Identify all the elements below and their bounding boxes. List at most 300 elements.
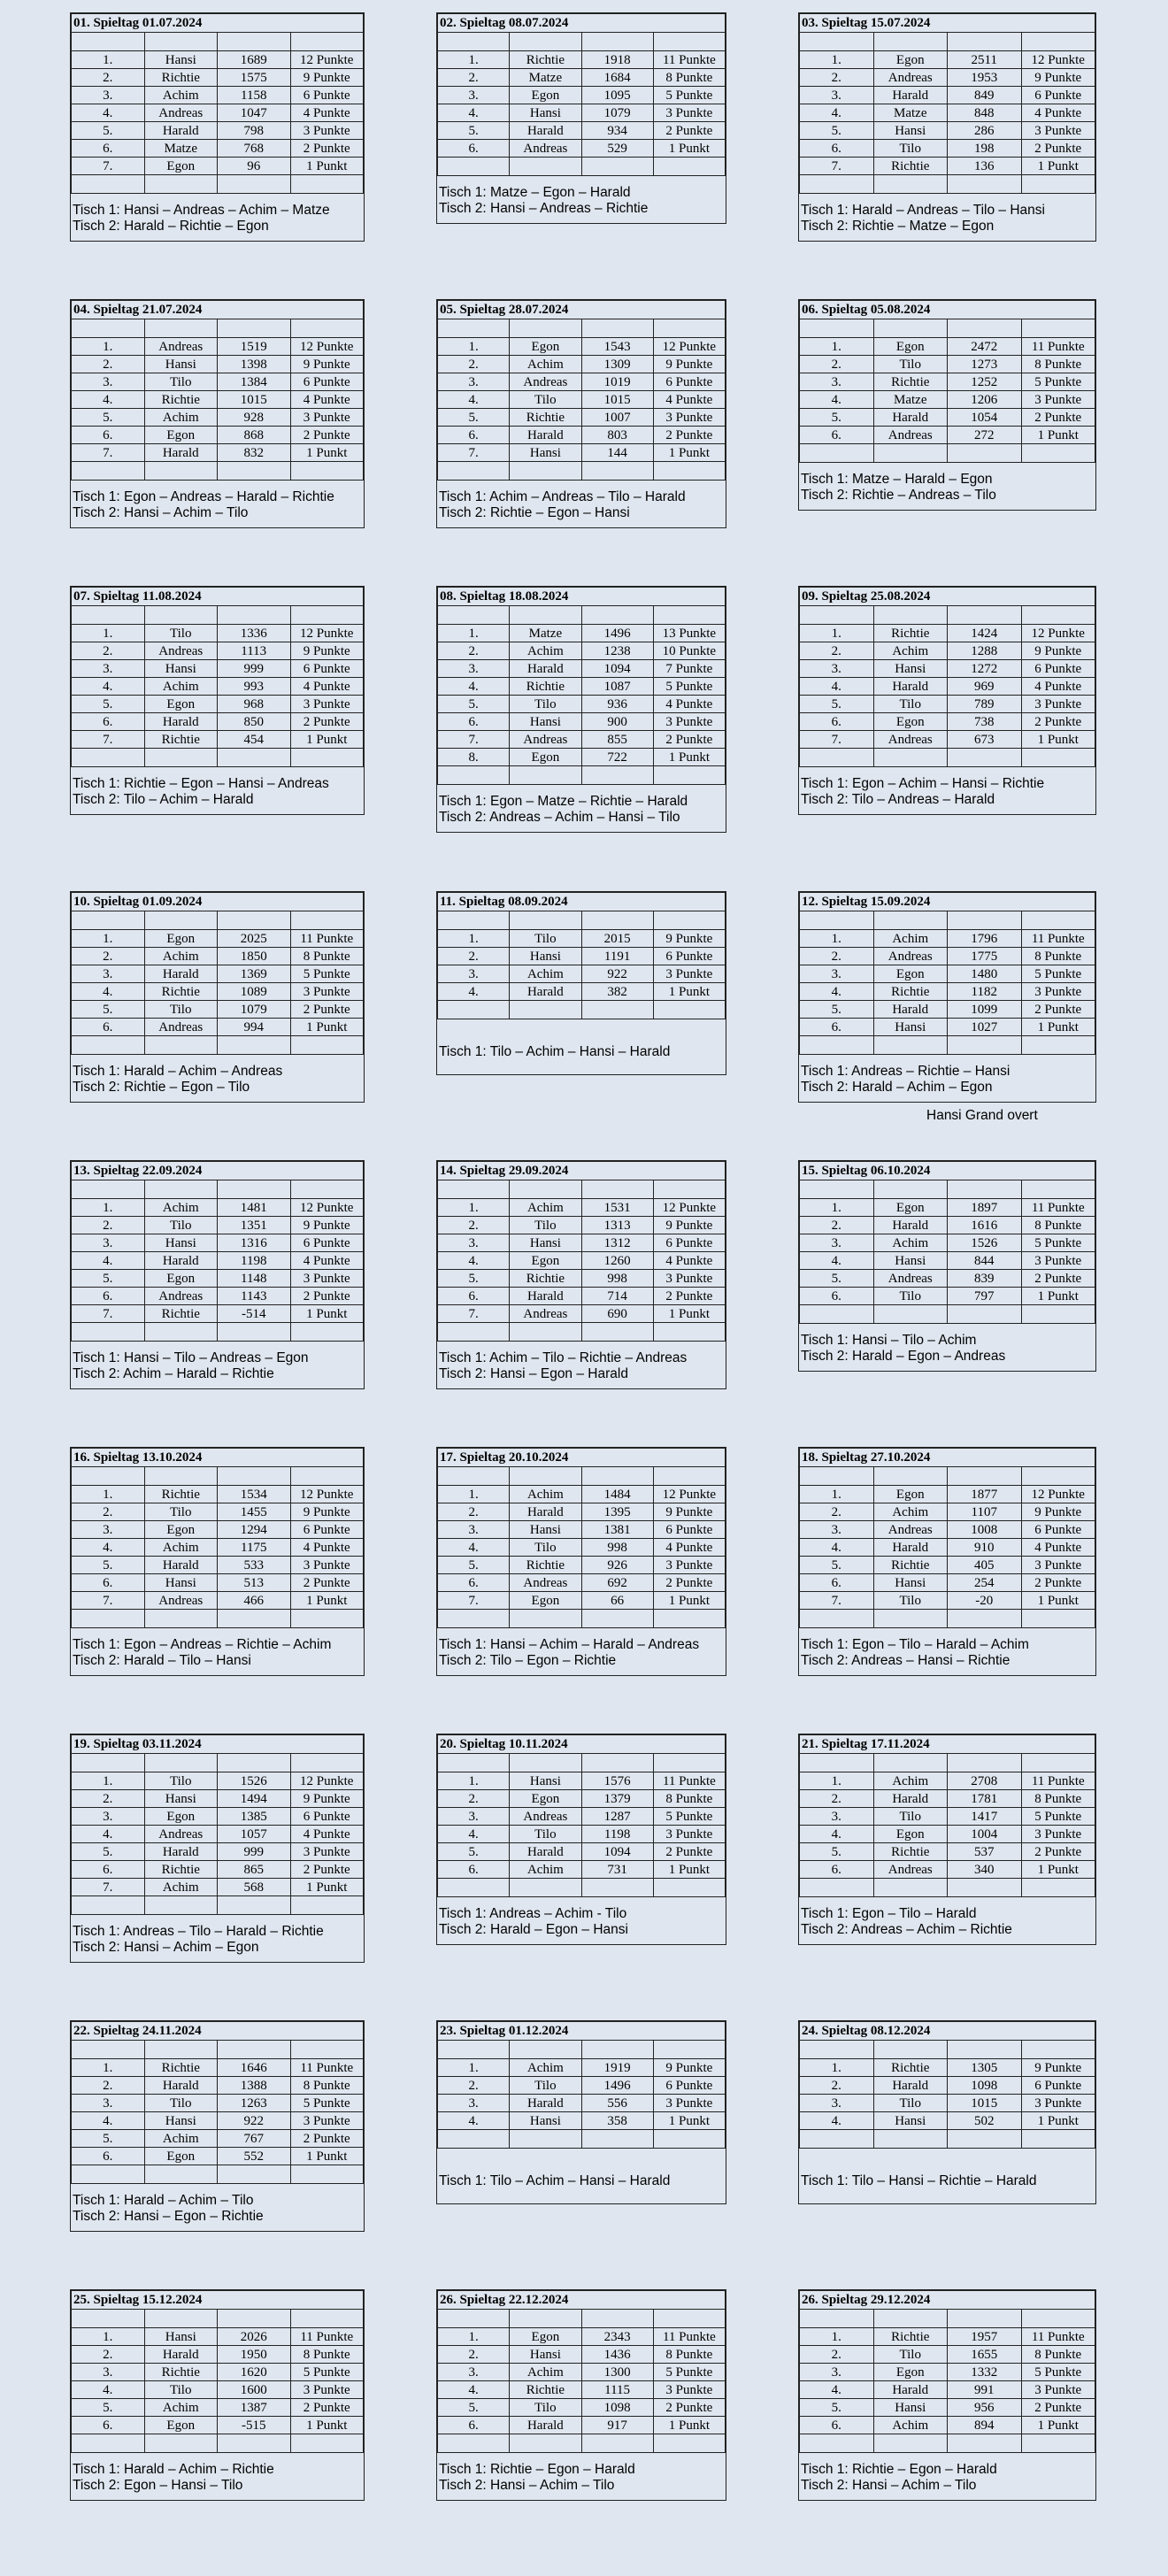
blank-row: [72, 462, 364, 481]
points-cell: 9 Punkte: [1021, 69, 1095, 87]
tisch-line: Tisch 2: Andreas – Achim – Hansi – Tilo: [439, 810, 680, 825]
blank-row: [800, 319, 1095, 338]
spieltag-card: [436, 1734, 726, 1945]
table-assignment: [799, 1055, 1095, 1102]
rank-cell: 2.: [438, 2346, 510, 2364]
player-cell: Richtie: [510, 2381, 581, 2399]
player-cell: Andreas: [144, 104, 218, 122]
table-row: [438, 69, 726, 87]
rank-cell: 2.: [438, 1503, 510, 1521]
player-cell: Richtie: [873, 373, 948, 391]
results-table: [71, 300, 364, 481]
empty-cell: [144, 1180, 218, 1199]
table-row: [800, 2399, 1095, 2417]
player-cell: Harald: [144, 122, 218, 140]
blank-row: [72, 1036, 364, 1055]
table-row: [438, 1305, 726, 1323]
points-cell: 9 Punkte: [290, 69, 364, 87]
score-cell: 1198: [581, 1826, 653, 1843]
empty-cell: [948, 1305, 1022, 1324]
empty-cell: [1021, 1036, 1095, 1055]
empty-cell: [218, 2310, 291, 2328]
player-cell: Richtie: [873, 625, 948, 642]
player-cell: Achim: [144, 1879, 218, 1896]
score-cell: 928: [218, 409, 291, 427]
empty-cell: [948, 33, 1022, 51]
table-row: [438, 2059, 726, 2077]
rank-cell: 5.: [72, 122, 145, 140]
table-assignment: [437, 1897, 726, 1944]
score-cell: 900: [581, 713, 653, 731]
player-cell: Achim: [144, 87, 218, 104]
points-cell: 9 Punkte: [653, 2059, 725, 2077]
player-cell: Achim: [510, 965, 581, 983]
points-cell: 6 Punkte: [653, 373, 725, 391]
spieltag-title: 13. Spieltag 22.09.2024: [72, 1162, 364, 1180]
score-cell: 738: [948, 713, 1022, 731]
tisch-line: Tisch 2: Harald – Tilo – Hansi: [73, 1653, 251, 1668]
player-cell: Hansi: [144, 51, 218, 69]
rank-cell: 8.: [438, 749, 510, 766]
empty-cell: [290, 1754, 364, 1772]
table-row: [438, 625, 726, 642]
score-cell: 803: [581, 427, 653, 444]
tisch-line: Tisch 1: Achim – Andreas – Tilo – Harald: [439, 489, 686, 504]
rank-cell: 4.: [72, 104, 145, 122]
table-row: [438, 2399, 726, 2417]
score-cell: 722: [581, 749, 653, 766]
table-row: [438, 1270, 726, 1288]
rank-cell: 6.: [800, 1288, 874, 1305]
rank-cell: 4.: [72, 1539, 145, 1557]
player-cell: Harald: [873, 2077, 948, 2095]
tisch-line: Tisch 2: Hansi – Achim – Tilo: [439, 2478, 615, 2493]
rank-cell: 6.: [438, 1288, 510, 1305]
player-cell: Tilo: [873, 2346, 948, 2364]
table-row: [800, 1772, 1095, 1790]
score-cell: 969: [948, 678, 1022, 696]
table-row: [800, 965, 1095, 983]
blank-row: [800, 2310, 1095, 2328]
table-row: [72, 1288, 364, 1305]
tisch-line: Tisch 2: Hansi – Andreas – Richtie: [439, 201, 649, 216]
empty-cell: [144, 2165, 218, 2184]
tisch-line: Tisch 2: Hansi – Achim – Egon: [73, 1940, 259, 1955]
table-row: [438, 1288, 726, 1305]
empty-cell: [510, 33, 581, 51]
spieltag-title: 09. Spieltag 25.08.2024: [800, 588, 1095, 606]
rank-cell: 1.: [438, 2059, 510, 2077]
table-row: [800, 1521, 1095, 1539]
player-cell: Tilo: [873, 1288, 948, 1305]
rank-cell: 1.: [438, 1772, 510, 1790]
rank-cell: 7.: [438, 731, 510, 749]
player-cell: Egon: [144, 1521, 218, 1539]
tisch-line: Tisch 2: Egon – Hansi – Tilo: [73, 2478, 243, 2493]
empty-cell: [873, 1754, 948, 1772]
rank-cell: 4.: [438, 2112, 510, 2130]
score-cell: 1918: [581, 51, 653, 69]
rank-cell: 1.: [72, 2328, 145, 2346]
player-cell: Tilo: [510, 391, 581, 409]
rank-cell: 3.: [800, 2095, 874, 2112]
empty-cell: [144, 1323, 218, 1342]
spieltag-title: 16. Spieltag 13.10.2024: [72, 1449, 364, 1467]
score-cell: 1300: [581, 2364, 653, 2381]
results-table: [71, 892, 364, 1055]
score-cell: 1191: [581, 948, 653, 965]
results-table: [799, 1734, 1095, 1897]
score-cell: 1481: [218, 1199, 291, 1217]
rank-cell: 2.: [72, 69, 145, 87]
player-cell: Achim: [144, 2399, 218, 2417]
player-cell: Hansi: [873, 2112, 948, 2130]
score-cell: 1877: [948, 1486, 1022, 1503]
spieltag-card: [436, 1447, 726, 1676]
points-cell: 3 Punkte: [653, 104, 725, 122]
score-cell: 1381: [581, 1521, 653, 1539]
empty-cell: [948, 444, 1022, 463]
player-cell: Andreas: [873, 1270, 948, 1288]
table-row: [800, 409, 1095, 427]
player-cell: Tilo: [873, 140, 948, 158]
points-cell: 11 Punkte: [653, 1772, 725, 1790]
rank-cell: 3.: [72, 373, 145, 391]
score-cell: 1388: [218, 2077, 291, 2095]
empty-cell: [873, 2130, 948, 2149]
score-cell: 1057: [218, 1826, 291, 1843]
rank-cell: 4.: [800, 1539, 874, 1557]
points-cell: 2 Punkte: [290, 140, 364, 158]
player-cell: Achim: [144, 1199, 218, 1217]
empty-cell: [218, 175, 291, 194]
blank-row: [800, 33, 1095, 51]
player-cell: Hansi: [873, 1252, 948, 1270]
rank-cell: 5.: [438, 409, 510, 427]
empty-cell: [653, 1467, 725, 1486]
score-cell: 1272: [948, 660, 1022, 678]
rank-cell: 3.: [800, 1808, 874, 1826]
points-cell: 8 Punkte: [1021, 1790, 1095, 1808]
score-cell: 358: [581, 2112, 653, 2130]
blank-row: [72, 33, 364, 51]
tisch-line: Tisch 1: Andreas – Tilo – Harald – Richtie: [73, 1924, 324, 1939]
score-cell: 1600: [218, 2381, 291, 2399]
tisch-line: Tisch 2: Hansi – Egon – Harald: [439, 1366, 628, 1381]
empty-cell: [800, 1610, 874, 1628]
empty-cell: [581, 911, 653, 930]
table-row: [72, 731, 364, 749]
table-row: [438, 1521, 726, 1539]
table-row: [72, 409, 364, 427]
empty-cell: [510, 158, 581, 176]
results-table: [437, 300, 726, 481]
results-table: [799, 1161, 1095, 1324]
rank-cell: 1.: [72, 625, 145, 642]
empty-cell: [438, 1323, 510, 1342]
table-row: [438, 87, 726, 104]
score-cell: 1309: [581, 356, 653, 373]
player-cell: Tilo: [873, 356, 948, 373]
points-cell: 1 Punkt: [290, 2417, 364, 2434]
points-cell: 6 Punkte: [290, 87, 364, 104]
rank-cell: 3.: [800, 1521, 874, 1539]
empty-cell: [948, 2130, 1022, 2149]
empty-cell: [72, 462, 145, 481]
player-cell: Andreas: [144, 338, 218, 356]
empty-cell: [581, 2130, 653, 2149]
empty-cell: [72, 2165, 145, 2184]
score-cell: 999: [218, 1843, 291, 1861]
table-row: [72, 158, 364, 175]
empty-cell: [72, 33, 145, 51]
score-cell: 254: [948, 1574, 1022, 1592]
points-cell: 3 Punkte: [653, 2095, 725, 2112]
table-row: [438, 696, 726, 713]
spieltag-card: [70, 1734, 365, 1963]
table-row: [72, 1217, 364, 1234]
rank-cell: 4.: [800, 678, 874, 696]
spieltag-card: [70, 891, 365, 1103]
empty-cell: [510, 462, 581, 481]
empty-cell: [290, 1610, 364, 1628]
rank-cell: 4.: [800, 983, 874, 1001]
player-cell: Richtie: [510, 409, 581, 427]
score-cell: 1015: [948, 2095, 1022, 2112]
empty-cell: [873, 1305, 948, 1324]
spieltag-card: [70, 586, 365, 815]
points-cell: 3 Punkte: [1021, 1826, 1095, 1843]
score-cell: 1543: [581, 338, 653, 356]
spieltag-card: [436, 12, 726, 224]
rank-cell: 1.: [800, 2328, 874, 2346]
table-row: [800, 1557, 1095, 1574]
score-cell: 144: [581, 444, 653, 462]
empty-cell: [948, 1754, 1022, 1772]
rank-cell: 2.: [72, 1217, 145, 1234]
rank-cell: 7.: [72, 444, 145, 462]
player-cell: Harald: [873, 1217, 948, 1234]
rank-cell: 4.: [800, 391, 874, 409]
rank-cell: 3.: [72, 87, 145, 104]
points-cell: 11 Punkte: [290, 2059, 364, 2077]
player-cell: Richtie: [873, 983, 948, 1001]
score-cell: 1369: [218, 965, 291, 983]
score-cell: 198: [948, 140, 1022, 158]
table-row: [438, 104, 726, 122]
points-cell: 1 Punkt: [653, 1861, 725, 1879]
spieltag-title: 24. Spieltag 08.12.2024: [800, 2022, 1095, 2041]
points-cell: 3 Punkte: [290, 2112, 364, 2130]
rank-cell: 5.: [800, 2399, 874, 2417]
table-row: [72, 2148, 364, 2165]
empty-cell: [800, 2130, 874, 2149]
table-row: [72, 2112, 364, 2130]
rank-cell: 2.: [72, 642, 145, 660]
empty-cell: [873, 175, 948, 194]
score-cell: 1526: [948, 1234, 1022, 1252]
score-cell: 1079: [581, 104, 653, 122]
empty-cell: [218, 2165, 291, 2184]
points-cell: 2 Punkte: [290, 1574, 364, 1592]
player-cell: Egon: [144, 2417, 218, 2434]
empty-cell: [218, 606, 291, 625]
score-cell: 454: [218, 731, 291, 749]
blank-row: [800, 1879, 1095, 1897]
points-cell: 1 Punkt: [1021, 731, 1095, 749]
points-cell: 1 Punkt: [1021, 1288, 1095, 1305]
rank-cell: 6.: [72, 1861, 145, 1879]
points-cell: 3 Punkte: [290, 1557, 364, 1574]
empty-cell: [948, 1180, 1022, 1199]
rank-cell: 3.: [72, 1234, 145, 1252]
table-row: [72, 625, 364, 642]
rank-cell: 7.: [800, 158, 874, 175]
score-cell: 1008: [948, 1521, 1022, 1539]
score-cell: 1252: [948, 373, 1022, 391]
empty-cell: [1021, 175, 1095, 194]
player-cell: Matze: [510, 69, 581, 87]
table-row: [800, 713, 1095, 731]
spieltag-card: [798, 299, 1096, 511]
table-assignment: [799, 767, 1095, 814]
table-row: [800, 1861, 1095, 1879]
table-row: [72, 140, 364, 158]
empty-cell: [1021, 1610, 1095, 1628]
blank-row: [800, 175, 1095, 194]
empty-cell: [438, 462, 510, 481]
empty-cell: [1021, 444, 1095, 463]
rank-cell: 5.: [72, 1557, 145, 1574]
table-row: [800, 2417, 1095, 2434]
table-row: [800, 660, 1095, 678]
player-cell: Tilo: [144, 2381, 218, 2399]
empty-cell: [72, 1754, 145, 1772]
rank-cell: 7.: [800, 1592, 874, 1610]
score-cell: 533: [218, 1557, 291, 1574]
empty-cell: [218, 749, 291, 767]
table-row: [72, 1503, 364, 1521]
points-cell: 5 Punkte: [1021, 2364, 1095, 2381]
points-cell: 1 Punkt: [1021, 427, 1095, 444]
points-cell: 2 Punkte: [653, 2399, 725, 2417]
empty-cell: [581, 1467, 653, 1486]
score-cell: 1398: [218, 356, 291, 373]
points-cell: 1 Punkt: [653, 444, 725, 462]
points-cell: 8 Punkte: [290, 2077, 364, 2095]
empty-cell: [653, 158, 725, 176]
score-cell: 1796: [948, 930, 1022, 948]
points-cell: 8 Punkte: [290, 948, 364, 965]
table-assignment: [799, 1324, 1095, 1371]
points-cell: 2 Punkte: [653, 122, 725, 140]
table-row: [438, 1557, 726, 1574]
spieltag-card: [798, 1734, 1096, 1945]
score-cell: 1273: [948, 356, 1022, 373]
player-cell: Matze: [873, 391, 948, 409]
player-cell: Harald: [510, 1843, 581, 1861]
points-cell: 4 Punkte: [290, 104, 364, 122]
empty-cell: [290, 2041, 364, 2059]
empty-cell: [873, 1036, 948, 1055]
points-cell: 9 Punkte: [290, 642, 364, 660]
tisch-line: Tisch 2: Tilo – Egon – Richtie: [439, 1653, 617, 1668]
score-cell: 934: [581, 122, 653, 140]
score-cell: 926: [581, 1557, 653, 1574]
empty-cell: [510, 606, 581, 625]
points-cell: 3 Punkte: [1021, 122, 1095, 140]
points-cell: 3 Punkte: [290, 1270, 364, 1288]
table-row: [72, 2417, 364, 2434]
table-row: [72, 948, 364, 965]
spieltag-title: 19. Spieltag 03.11.2024: [72, 1735, 364, 1754]
player-cell: Tilo: [873, 696, 948, 713]
score-cell: 1775: [948, 948, 1022, 965]
points-cell: 3 Punkte: [653, 1557, 725, 1574]
blank-row: [72, 2434, 364, 2453]
empty-cell: [653, 766, 725, 785]
points-cell: 12 Punkte: [653, 1486, 725, 1503]
table-row: [800, 69, 1095, 87]
rank-cell: 2.: [800, 2346, 874, 2364]
rank-cell: 4.: [438, 104, 510, 122]
spieltag-title: 26. Spieltag 29.12.2024: [800, 2291, 1095, 2310]
empty-cell: [873, 444, 948, 463]
score-cell: -20: [948, 1592, 1022, 1610]
empty-cell: [144, 319, 218, 338]
player-cell: Harald: [510, 2095, 581, 2112]
empty-cell: [290, 749, 364, 767]
player-cell: Egon: [873, 965, 948, 983]
spieltag-title: 14. Spieltag 29.09.2024: [438, 1162, 726, 1180]
rank-cell: 5.: [72, 2130, 145, 2148]
player-cell: Achim: [873, 1503, 948, 1521]
points-cell: 1 Punkt: [1021, 158, 1095, 175]
score-cell: 894: [948, 2417, 1022, 2434]
empty-cell: [218, 1323, 291, 1342]
table-row: [800, 356, 1095, 373]
tisch-line: Tisch 1: Tilo – Achim – Hansi – Harald: [439, 2173, 671, 2188]
rank-cell: 5.: [800, 696, 874, 713]
score-cell: 1015: [218, 391, 291, 409]
points-cell: 1 Punkt: [290, 1305, 364, 1323]
blank-row: [438, 2434, 726, 2453]
rank-cell: 6.: [800, 427, 874, 444]
table-row: [72, 1486, 364, 1503]
player-cell: Hansi: [144, 660, 218, 678]
score-cell: 1850: [218, 948, 291, 965]
blank-row: [800, 1610, 1095, 1628]
player-cell: Tilo: [510, 2077, 581, 2095]
empty-cell: [653, 2434, 725, 2453]
score-cell: 1385: [218, 1808, 291, 1826]
table-assignment: [71, 767, 364, 814]
empty-cell: [218, 911, 291, 930]
score-cell: 1313: [581, 1217, 653, 1234]
table-row: [800, 1288, 1095, 1305]
empty-cell: [438, 2041, 510, 2059]
table-row: [800, 1001, 1095, 1019]
score-cell: 1919: [581, 2059, 653, 2077]
empty-cell: [438, 1001, 510, 1019]
empty-cell: [72, 1610, 145, 1628]
table-row: [438, 983, 726, 1001]
empty-cell: [510, 1879, 581, 1897]
empty-cell: [1021, 1180, 1095, 1199]
blank-row: [72, 2310, 364, 2328]
table-row: [800, 427, 1095, 444]
player-cell: Harald: [510, 983, 581, 1001]
